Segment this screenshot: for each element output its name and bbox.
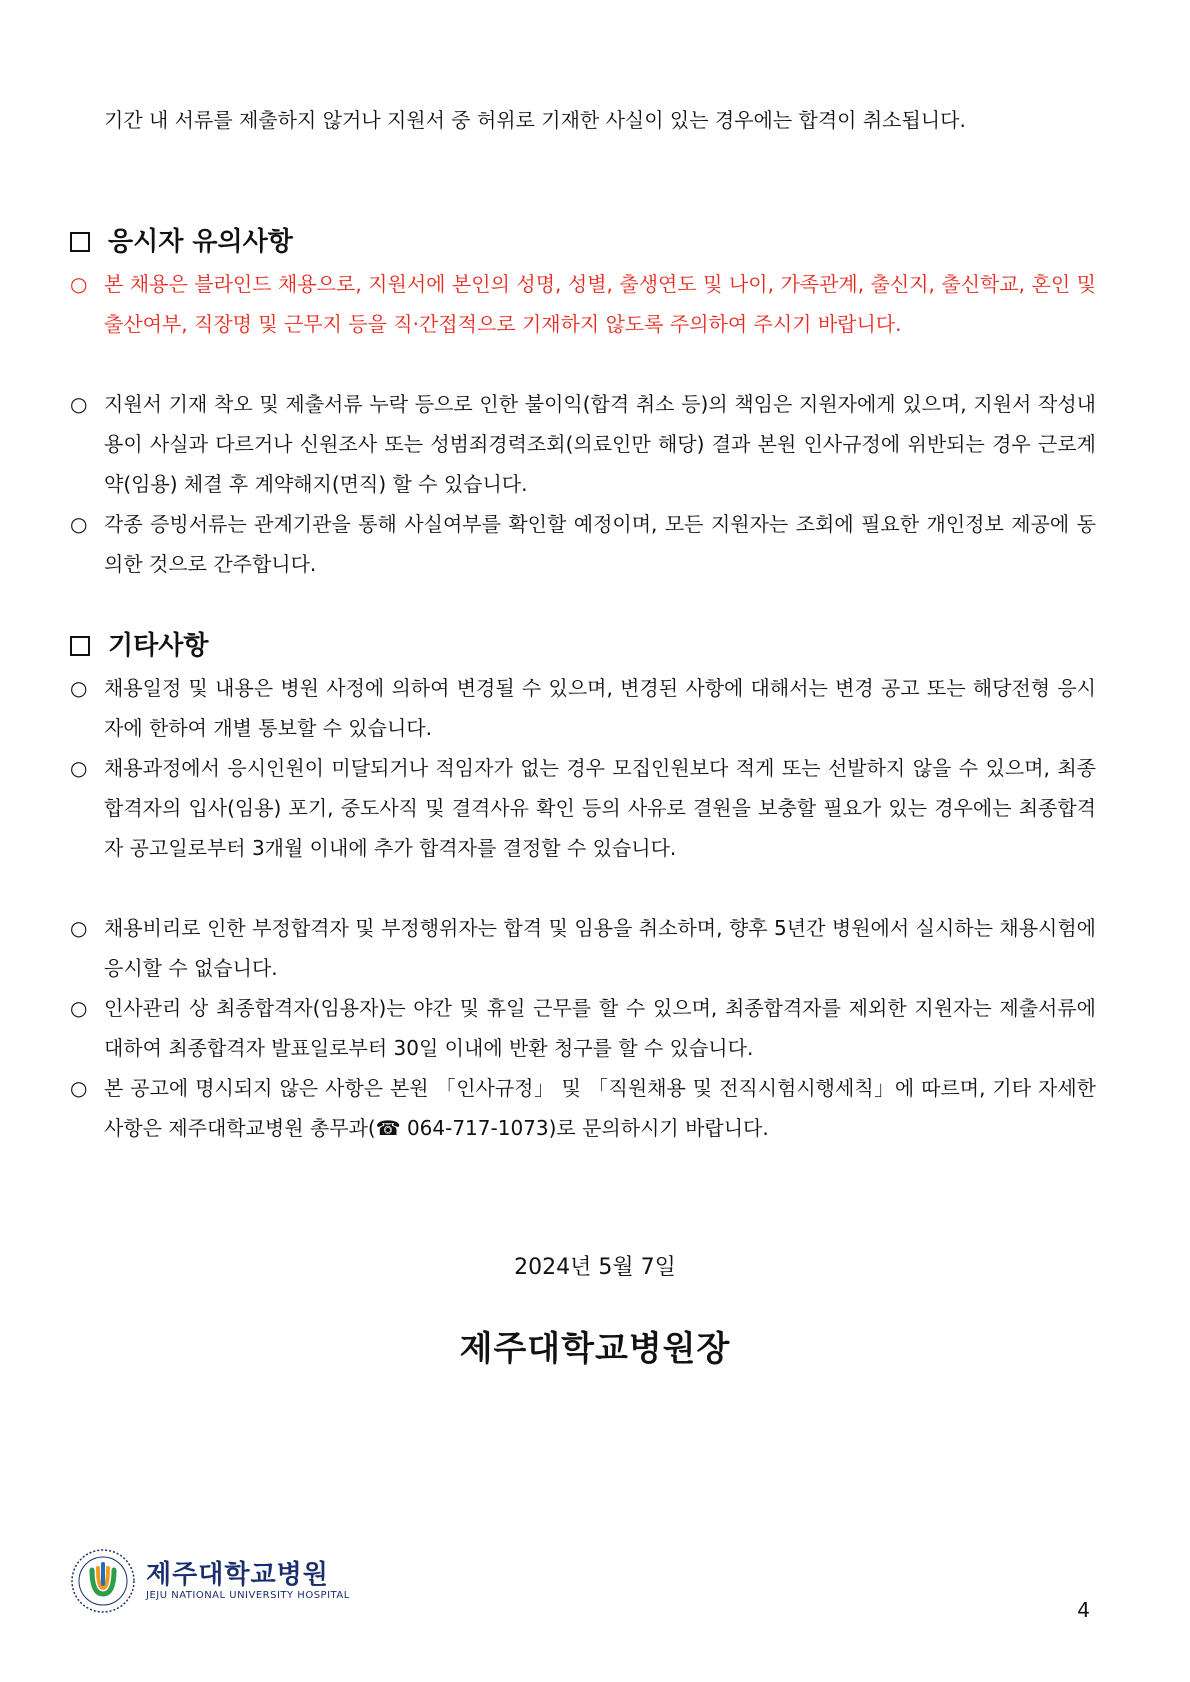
list-item [70, 384, 1096, 504]
checkbox-icon [70, 636, 90, 656]
list-item-text: 본 공고에 명시되지 않은 사항은 본원 「인사규정」 및 「직원채용 및 전직시험시행세칙」에 따르며, 기타 자세한 사항은 제주대학교병원 총무과(☎ 064-717-1073)로 문의하시기 바랍니다. [104, 1076, 1096, 1140]
logo-name-english: JEJU NATIONAL UNIVERSITY HOSPITAL [146, 1590, 350, 1601]
announcement-date: 2024년 5월 7일 [514, 1255, 676, 1280]
list-item [70, 1068, 1096, 1148]
list-item-text: 채용과정에서 응시인원이 미달되거나 적임자가 없는 경우 모집인원보다 적게 또는 선발하지 않을 수 있으며, 최종합격자의 입사(임용) 포기, 중도사직 및 결격사유 확인 등의 사유로 결원을 보충할 필요가 있는 경우에는 최종합격자 공고일로부터 3개월 이내에 추가 합격자를 결정할 수 있습니다. [104, 756, 1096, 860]
list-item [70, 668, 1096, 748]
bullet-icon: ○ [70, 1076, 88, 1100]
section-heading-other-matters [70, 626, 208, 666]
list-item-text: 채용일정 및 내용은 병원 사정에 의하여 변경될 수 있으며, 변경된 사항에 대해서는 변경 공고 또는 해당전형 응시자에 한하여 개별 통보할 수 있습니다. [104, 676, 1096, 740]
list-item [70, 908, 1096, 988]
bullet-icon: ○ [70, 916, 88, 940]
list-item-text: 본 채용은 블라인드 채용으로, 지원서에 본인의 성명, 성별, 출생연도 및 나이, 가족관계, 출신지, 출신학교, 혼인 및 출산여부, 직장명 및 근무지 등을 직·간접적으로 기재하지 않도록 주의하여 주시기 바랍니다. [104, 272, 1096, 336]
bullet-icon: ○ [70, 512, 88, 536]
bullet-icon: ○ [70, 272, 88, 296]
hospital-emblem-icon [70, 1548, 136, 1614]
list-item-text: 인사관리 상 최종합격자(임용자)는 야간 및 휴일 근무를 할 수 있으며, 최종합격자를 제외한 지원자는 제출서류에 대하여 최종합격자 발표일로부터 30일 이내에 반환 청구를 할 수 있습니다. [104, 996, 1096, 1060]
list-item [70, 264, 1096, 344]
list-item-text: 지원서 기재 착오 및 제출서류 누락 등으로 인한 불이익(합격 취소 등)의 책임은 지원자에게 있으며, 지원서 작성내용이 사실과 다르거나 신원조사 또는 성범죄경력조회(의료인만 해당) 결과 본원 인사규정에 위반되는 경우 근로계약(임용) 체결 후 계약해지(면직) 할 수 있습니다. [104, 392, 1096, 496]
list-item-text: 채용비리로 인한 부정합격자 및 부정행위자는 합격 및 임용을 취소하며, 향후 5년간 병원에서 실시하는 채용시험에 응시할 수 없습니다. [104, 916, 1096, 980]
list-item [70, 748, 1096, 868]
checkbox-icon [70, 232, 90, 252]
logo-name-korean: 제주대학교병원 [146, 1560, 329, 1590]
list-item-text: 각종 증빙서류는 관계기관을 통해 사실여부를 확인할 예정이며, 모든 지원자는 조회에 필요한 개인정보 제공에 동의한 것으로 간주합니다. [104, 512, 1096, 576]
section-heading-applicant-notes [70, 222, 293, 262]
section-title: 기타사항 [108, 631, 209, 661]
signer-title: 제주대학교병원장 [459, 1329, 731, 1369]
page-number: 4 [1077, 1598, 1090, 1622]
logo-wordmark [146, 1560, 350, 1602]
list-item [70, 504, 1096, 584]
hospital-logo [70, 1548, 350, 1614]
bullet-icon: ○ [70, 996, 88, 1020]
bullet-icon: ○ [70, 392, 88, 416]
bullet-icon: ○ [70, 756, 88, 780]
list-item [70, 988, 1096, 1068]
section-title: 응시자 유의사항 [108, 227, 293, 257]
bullet-icon: ○ [70, 676, 88, 700]
intro-continuation: 기간 내 서류를 제출하지 않거나 지원서 중 허위로 기재한 사실이 있는 경우에는 합격이 취소됩니다. [104, 108, 966, 132]
